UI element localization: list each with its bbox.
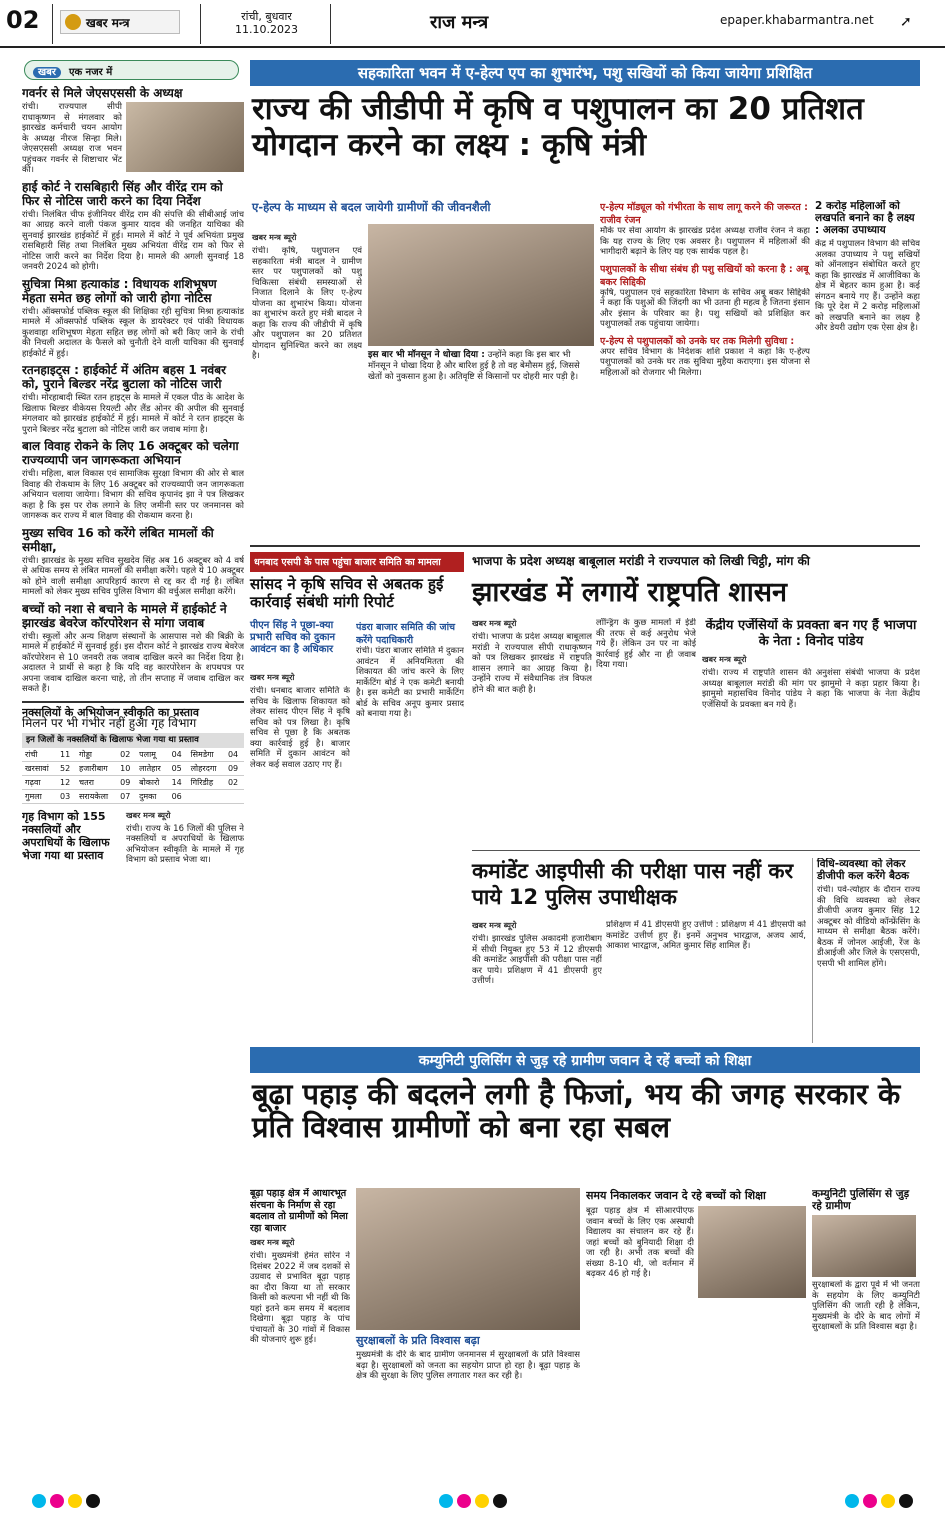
headline: हाई कोर्ट ने रासबिहारी सिंह और वीरेंद्र राम को फिर से नोटिस जारी करने का दिया निर्देश xyxy=(22,179,223,208)
table-cell: बोकारो xyxy=(136,775,168,789)
article-body: लॉन्ड्रिंग के कुछ मामलों में ईडी की तरफ से कई अनुरोध भेजे गये हैं। लेकिन उन पर ना कोई कार्रवाई हुई और ना ही जवाब दिया गया। xyxy=(596,618,696,670)
table-cell: 02 xyxy=(117,748,136,762)
epaper-url[interactable]: epaper.khabarmantra.net xyxy=(720,13,874,27)
subheadline: ए-हेल्प के माध्यम से बदल जायेगी ग्रामीणों की जीवनशैली xyxy=(252,200,491,214)
color-swatch xyxy=(86,1494,100,1508)
children-photo xyxy=(812,1215,916,1277)
side-headline: विधि-व्यवस्था को लेकर डीजीपी कल करेंगे बैठक xyxy=(817,858,910,882)
headline: बाल विवाह रोकने के लिए 16 अक्टूबर को चलेगा राज्यव्यापी जन जागरूकता अभियान xyxy=(22,439,239,467)
article-body: रांची। भाजपा के प्रदेश अध्यक्ष बाबूलाल मरांडी ने राज्यपाल सीपी राधाकृष्णन को पत्र लिखकर झारखंड में राष्ट्रपति शासन लगाने का आग्रह किया है। उन्होंने राज्य में संवैधानिक तंत्र विफल होने की बात कही है। xyxy=(472,632,592,695)
byline: खबर मन्त्र ब्यूरो xyxy=(126,810,171,820)
article-body: बूढ़ा पहाड़ क्षेत्र में सीआरपीएफ जवान बच्चों के लिए एक अस्थायी विद्यालय का संचालन कर रहे हैं। जहां बच्चों को बुनियादी शिक्षा दी जा रही है। अभी तक बच्चों की संख्या 8-10 थी, जो वर्तमान में बढ़कर 46 हो गई है। xyxy=(586,1206,694,1279)
headline: सुचित्रा मिश्रा हत्याकांड : विधायक शशिभूषण मेहता समेत छह लोगों को जारी होगा नोटिस xyxy=(22,276,217,305)
article-body: सुरक्षाबलों के द्वारा पूर्व में भी जनता के सहयोग के लिए कम्युनिटी पुलिसिंग की जाती रही है लेकिन, मुख्यमंत्री के दौरे के बाद लोगों में सुरक्षाबलों के प्रति विश्वास बढ़ा है। xyxy=(812,1280,920,1332)
headline: रतनहाइट्स : हाईकोर्ट में अंतिम बहस 1 नवंबर को, पुराने बिल्डर नरेंद्र बुटाला को नोटिस जारी xyxy=(22,363,226,391)
text-column xyxy=(472,920,602,1040)
headline: कमांडेंट आइपीसी की परीक्षा पास नहीं कर पाये 12 पुलिस उपाधीक्षक xyxy=(472,859,794,909)
table-row xyxy=(22,775,244,789)
article-body: रांची। स्कूलों और अन्य शिक्षण संस्थानों के आसपास नशे की बिक्री के मामले में हाईकोर्ट में सुनवाई हुई। इस दौरान कोर्ट ने झारखंड राज्य बेवरेज कॉरपोरेशन से 10 जनवरी तक जवाब दाखिल करने का निर्देश दिया है। अदालत ने प्रार्थी से कहा है कि यदि वह कारपोरेशन के शपथपत्र पर अपना जवाब दाखिल करना चाहे, तो तीन सप्ताह में जवाब दाखिल कर सकते हैं। xyxy=(22,631,244,694)
table-cell: 11 xyxy=(57,748,76,762)
color-swatch xyxy=(899,1494,913,1508)
article-body: रांची। मुख्यमंत्री हेमंत सोरेन ने दिसंबर 2022 में जब दशकों से उग्रवाद से प्रभावित बूढ़ा पहाड़ का दौरा किया था तो सरकार किसी को कल्पना भी नहीं थी कि यहां इतने कम समय में बदलाव दिखेगा। बूढ़ा पहाड़ के पांच पंचायतों के 30 गांवों में विकास की योजनाएं शुरू हुई। xyxy=(250,1251,350,1345)
table-cell xyxy=(225,789,244,803)
byline: खबर मन्त्र ब्यूरो xyxy=(250,1238,295,1247)
table-cell: सरायकेला xyxy=(76,789,117,803)
color-swatch xyxy=(493,1494,507,1508)
subhead: पंडरा बाजार समिति की जांच करेंगे पदाधिकारी xyxy=(356,622,456,646)
photo-caption-block xyxy=(368,350,594,383)
table-cell: 52 xyxy=(57,761,76,775)
issue-date: 11.10.2023 xyxy=(235,23,298,36)
table-cell: 02 xyxy=(225,775,244,789)
table-cell: गुमला xyxy=(22,789,57,803)
color-swatch-group xyxy=(437,1493,509,1512)
table-cell: 03 xyxy=(57,789,76,803)
byline: खबर मन्त्र ब्यूरो xyxy=(252,233,297,242)
logo-icon xyxy=(65,14,81,30)
color-swatch xyxy=(68,1494,82,1508)
table-cell: चतरा xyxy=(76,775,117,789)
strap: भाजपा के प्रदेश अध्यक्ष बाबूलाल मरांडी ने राज्यपाल को लिखी चिट्ठी, मांग की xyxy=(472,554,810,568)
side-story xyxy=(812,858,920,1043)
city-day: रांची, बुधवार xyxy=(241,10,292,23)
headline: गवर्नर से मिले जेएसएससी के अध्यक्ष xyxy=(22,86,183,100)
table-cell: 09 xyxy=(117,775,136,789)
subhead: ए-हेल्प मॉड्यूल को गंभीरता के साथ लागू करने की जरूरत : राजीव रंजन xyxy=(600,202,808,226)
color-swatch-group xyxy=(843,1493,915,1512)
page-header xyxy=(0,0,945,48)
top-banner: सहकारिता भवन में ए-हेल्प एप का शुभारंभ, पशु सखियों को किया जायेगा प्रशिक्षित xyxy=(250,60,920,86)
caption-head: इस बार भी मॉनसून ने धोखा दिया : xyxy=(368,350,485,360)
article-body: रांची। मोरहाबादी स्थित रतन हाइट्स के मामले में एकल पीठ के आदेश के खिलाफ बिल्डर वीकेयस रियल्टी और लैंड ओनर की अपील की सुनवाई मंगलवार को झारखंड हाईकोर्ट में हुई। मामले में कोर्ट ने रतन हाइट्स के पुराने बिल्डर नरेंद्र बुटाला को नोटिस जारी कर जवाब मांगा है। xyxy=(22,393,244,435)
caption-body: उन्होंने कहा कि इस बार भी मॉनसून ने धोखा दिया है और बारिश हुई है तो वह बेमौसम हुई, जिससे खेतों को नुकसान हुआ है। अतिवृष्टि से किसानों पर दोहरी मार पड़ी है। xyxy=(368,350,580,382)
article-body: केंद्र में पशुपालन विभाग की सचिव अलका उपाध्याय ने पशु सखियों को ऑनलाइन संबोधित करते हुए कहा कि झारखंड में आजीविका के क्षेत्र में बेहतर काम हुआ है। कई संगठन बनाये गए हैं। उन्होंने कहा कि पूरे देश में 2 करोड़ महिलाओं को लखपति बनाने का लक्ष्य है और डेयरी उद्योग एक ऐसा क्षेत्र है। xyxy=(815,239,920,333)
headline: मुख्य सचिव 16 को करेंगे लंबित मामलों की समीक्षा, xyxy=(22,525,214,554)
article-body: रांची। ऑक्सफोर्ड पब्लिक स्कूल की शिक्षिका रही सुचित्रा मिश्रा हत्याकांड मामले में ऑक्सफोर्ड पब्लिक स्कूल के डायरेक्टर एवं पांकी विधायक कुशवाहा शशिभूषण मेहता सहित छह लोगों को बरी किए जाने के रांची की निचली अदालत के फैसले को चुनौती देने वाली याचिका की सुनवाई हाईकोर्ट में हुई। xyxy=(22,306,244,359)
section-title: राज मन्त्र xyxy=(430,12,489,33)
subhead: ए-हेल्प से पशुपालकों को उनके घर तक मिलेगी सुविधा : xyxy=(600,335,795,347)
cursor-icon: ➚ xyxy=(900,14,912,30)
classroom-photo xyxy=(698,1206,806,1298)
color-swatch xyxy=(457,1494,471,1508)
subhead: पशुपालकों के सीधा संबंध ही पशु सखियों को करना है : अबू बकर सिद्दिकी xyxy=(600,263,809,288)
article-body: रांची। झारखंड के मुख्य सचिव सुखदेव सिंह अब 16 अक्टूबर को 4 वर्ष से अधिक समय से लंबित मामलों की समीक्षा करेंगे। पहले ये 10 अक्टूबर को होने वाली समीक्षा आपरिहार्य कारण से रद्द कर दी गई है। लंबित मामलों को लेकर मुख्य सचिव पुलिस विभाग की वर्चुअल समीक्षा करेंगे। xyxy=(22,555,244,597)
table-cell: 10 xyxy=(117,761,136,775)
community-headline: बूढ़ा पहाड़ की बदलने लगी है फिजां, भय की जगह सरकार के प्रति विश्वास ग्रामीणों को बना रहा सबल xyxy=(252,1077,901,1145)
table-cell: रांची xyxy=(22,748,57,762)
byline: खबर मन्त्र ब्यूरो xyxy=(250,673,295,682)
byline: खबर मन्त्र ब्यूरो xyxy=(702,655,747,664)
table-cell: 04 xyxy=(225,748,244,762)
color-swatch-group xyxy=(30,1493,102,1512)
color-swatch xyxy=(845,1494,859,1508)
divider xyxy=(472,850,920,851)
subheadline: मिलने पर भी गंभीर नहीं हुआ गृह विभाग xyxy=(22,715,197,730)
table-cell xyxy=(188,789,225,803)
main-headline: राज्य की जीडीपी में कृषि व पशुपालन का 20 प्रतिशत योगदान करने का लक्ष्य : कृषि मंत्री xyxy=(252,91,864,163)
color-swatch xyxy=(475,1494,489,1508)
text-column xyxy=(600,200,810,540)
table-title: इन जिलों के नक्सलियों के खिलाफ भेजा गया था प्रस्ताव xyxy=(22,733,244,748)
table-row xyxy=(22,761,244,775)
color-swatch xyxy=(50,1494,64,1508)
side-headline: कम्युनिटी पुलिसिंग से जुड़ रहे ग्रामीण xyxy=(812,1188,910,1212)
photo-caption: सुरक्षाबलों के प्रति विश्वास बढ़ा xyxy=(356,1334,480,1347)
side-story xyxy=(815,200,920,540)
publication-logo[interactable] xyxy=(60,10,180,34)
table-cell: 07 xyxy=(117,789,136,803)
article-body: रांची। महिला, बाल विकास एवं सामाजिक सुरक्षा विभाग की ओर से बाल विवाह की रोकथाम के लिए 16 अक्टूबर को राज्यव्यापी जन जागरूकता अभियान चलाया जायेगा। विभाग की सचिव कृपानंद झा ने पत्र लिखकर कहा है कि इस पर रोक लगाने के लिए जमीनी स्तर पर जनमानस को जागरूक कर राज्य में बाल विवाह की रोकथाम करना है। xyxy=(22,469,244,521)
divider xyxy=(200,4,201,44)
text-column xyxy=(356,620,464,1040)
byline: खबर मन्त्र ब्यूरो xyxy=(472,921,517,930)
table-cell: हजारीबाग xyxy=(76,761,117,775)
kicker: पीएन सिंह ने पूछा-क्या प्रभारी सचिव को दुकान आवंटन का है अधिकार xyxy=(250,620,336,655)
article-body: मुख्यमंत्री के दौरे के बाद ग्रामीण जनमानस में सुरक्षाबलों के प्रति विश्वास बढ़ा है। सुरक्षाबलों को जनता का सहयोग प्राप्त हो रहा है। बूढ़ा पहाड़ के क्षेत्र की सुरक्षा के लिए पुलिस लगातार गश्त कर रही है। xyxy=(356,1350,580,1381)
article-body: अपर सचिव विभाग के निदेशक शशि प्रकाश ने कहा कि ए-हेल्प पशुपालकों को उनके घर तक सुविधा मुहैया कराएगा। इस योजना से महिलाओं को रोजगार भी मिलेगा। xyxy=(600,346,810,378)
dateline xyxy=(235,10,298,36)
side-story xyxy=(702,618,920,848)
left-column xyxy=(22,86,244,1481)
headline: नक्सलियों के अभियोजन स्वीकृति का प्रस्ताव xyxy=(22,705,199,719)
table-row xyxy=(22,748,244,762)
badge-khabar: खबर xyxy=(33,67,61,78)
page-number: 02 xyxy=(6,6,40,34)
text-column xyxy=(472,618,592,848)
table-cell: 06 xyxy=(169,789,188,803)
registration-strip xyxy=(0,1488,945,1517)
table-cell: गढ़वा xyxy=(22,775,57,789)
subhead: समय निकालकर जवान दे रहे बच्चों को शिक्षा xyxy=(586,1189,766,1202)
text-column xyxy=(252,232,362,542)
governor-photo xyxy=(126,102,244,172)
article-body: प्रशिक्षण में 41 डीएसपी हुए उत्तीर्ण : प्रशिक्षण में 41 डीएसपी को कमांडेंट उत्तीर्ण हुए हैं। इनमें अनुभव भारद्वाज, अजय आर्य, आकाश भारद्वाज, अमित कुमार सिंह शामिल हैं। xyxy=(606,920,806,951)
strap: धनबाद एसपी के पास पहुंचा बाजार समिति का मामला xyxy=(250,552,464,572)
table-cell: गोड्डा xyxy=(76,748,117,762)
article-body: रांची। पंडरा बाजार समिति में दुकान आवंटन में अनियमितता की शिकायत की जांच करने के लिए मार्केटिंग बोर्ड ने एक कमेटी बनायी है। इस कमेटी का प्रभारी मार्केटिंग बोर्ड के सचिव अनूप कुमार प्रसाद को बनाया गया है। xyxy=(356,646,464,719)
color-swatch xyxy=(32,1494,46,1508)
table-cell: खरसावां xyxy=(22,761,57,775)
side-headline: केंद्रीय एजेंसियों के प्रवक्ता बन गए हैं भाजपा के नेता : विनोद पांडेय xyxy=(705,618,917,649)
article-body: रांची। राज्य के 16 जिलों की पुलिस ने नक्सलियों व अपराधियों के खिलाफ अभियोजन स्वीकृति के मामले में गृह विभाग को प्रस्ताव भेजा था। xyxy=(126,823,244,865)
kicker: बूढ़ा पहाड़ क्षेत्र में आधारभूत संरचना के निर्माण से रहा बदलाव तो ग्रामीणों को मिला रहा बाजार xyxy=(250,1188,348,1234)
headline: बच्चों को नशा से बचाने के मामले में हाईकोर्ट ने झारखंड बेवरेज कॉरपोरेशन से मांगा जवाब xyxy=(22,601,227,630)
event-photo xyxy=(368,224,594,346)
table-cell: 14 xyxy=(169,775,188,789)
text-column xyxy=(586,1188,806,1480)
district-table xyxy=(22,748,244,804)
divider xyxy=(52,4,53,44)
headline: सांसद ने कृषि सचिव से अबतक हुई कार्रवाई संबंधी मांगी रिपोर्ट xyxy=(250,575,444,611)
table-cell: 12 xyxy=(57,775,76,789)
color-swatch xyxy=(439,1494,453,1508)
article-body: रांची। झारखंड पुलिस अकादमी हजारीबाग में सीधी नियुक्त हुए 53 में 12 डीएसपी की कमांडेंट आइपीसी की परीक्षा पास नहीं कर पाये। प्रशिक्षण में 41 डीएसपी हुए उत्तीर्ण। xyxy=(472,934,602,986)
divider xyxy=(250,545,920,547)
article-body: रांची। धनबाद बाजार समिति के सचिव के खिलाफ शिकायत को लेकर सांसद पीएन सिंह ने कृषि सचिव को पत्र लिखा है। कृषि सचिव से पूछा है कि अबतक क्या कार्रवाई हुई है। बाजार समिति में दुकान आवंटन को लेकर कई सवाल उठाए गए हैं। xyxy=(250,686,350,770)
side-headline: 2 करोड़ महिलाओं को लखपति बनाने का है लक्ष्य : अलका उपाध्याय xyxy=(815,200,915,236)
headline: झारखंड में लगायें राष्ट्रपति शासन xyxy=(472,577,787,608)
article-body: रांची। राज्य में राष्ट्रपति शासन की अनुशंसा संबंधी भाजपा के प्रदेश अध्यक्ष बाबूलाल मरांडी की मांग पर झामुमो ने कड़ा प्रहार किया है। झामुमो महासचिव विनोद पांडेय ने कहा कि भाजपा के नेता केंद्रीय एजेंसियों के प्रवक्ता बन गये हैं। xyxy=(702,668,920,710)
table-cell: 05 xyxy=(169,761,188,775)
side-story xyxy=(812,1188,920,1480)
community-banner: कम्युनिटी पुलिसिंग से जुड़ रहे ग्रामीण जवान दे रहें बच्चों को शिक्षा xyxy=(250,1047,920,1073)
article-body: कृषि, पशुपालन एवं सहकारिता विभाग के सचिव अबू बकर सिद्दिकी ने कहा कि पशुओं की जिंदगी का भी उतना ही महत्व है जितना इंसान और इंसान के परिवार का है। पशु सखियों को प्रशिक्षित कर पशुपालकों तक पहुंचाया जायेगा। xyxy=(600,287,810,329)
color-swatch xyxy=(881,1494,895,1508)
badge-ek: एक नजर में xyxy=(68,67,113,78)
table-cell: लातेहार xyxy=(136,761,168,775)
table-cell: लोहरदगा xyxy=(188,761,225,775)
logo-text: खबर मन्त्र xyxy=(86,15,130,30)
byline: खबर मन्त्र ब्यूरो xyxy=(472,619,517,628)
article-body: रांची। कृषि, पशुपालन एवं सहकारिता मंत्री बादल ने ग्रामीण स्तर पर पशुपालकों को पशु चिकित्सा संबंधी समस्याओं से निजात दिलाने के लिए ए-हेल्प योजना का शुभारंभ किया। योजना का शुभारंभ करते हुए मंत्री बादल ने कहा कि राज्य की जीडीपी में कृषि और पशुपालन का 20 प्रतिशत योगदान सुनिश्चित करने का लक्ष्य है। xyxy=(252,246,362,361)
color-swatch xyxy=(863,1494,877,1508)
table-cell: पलामू xyxy=(136,748,168,762)
table-cell: 09 xyxy=(225,761,244,775)
divider xyxy=(330,4,331,44)
text-column xyxy=(250,672,350,1042)
table-row xyxy=(22,789,244,803)
table-cell: 04 xyxy=(169,748,188,762)
article-body: रांची। निलंबित चीफ इंजीनियर वीरेंद्र राम की संपत्ति की सीबीआई जांच का आग्रह करने वाली पंकज कुमार यादव की जनहित याचिका की सुनवाई झारखंड हाईकोर्ट में हुई। मामले में कोर्ट ने पूर्व अभियंता प्रमुख रासबिहारी सिंह तथा निलंबित मुख्य अभियंता वीरेंद्र राम को फिर से नोटिस जारी करने का निर्देश दिया है। मामले की अगली सुनवाई 18 जनवरी 2024 को होगी। xyxy=(22,209,244,272)
article-body: रांची। पर्व-त्योहार के दौरान राज्य की विधि व्यवस्था को लेकर डीजीपी अजय कुमार सिंह 12 अक्टूबर को वीडियो कॉन्फ्रेंसिंग के माध्यम से समीक्षा बैठक करेंगे। बैठक में जोनल आईजी, रेंज के डीआईजी और जिले के एसएसपी, एसपी भी शामिल होंगे। xyxy=(817,885,920,969)
table-cell: दुमका xyxy=(136,789,168,803)
table-cell: सिमडेगा xyxy=(188,748,225,762)
ek-nazar-badge xyxy=(24,60,239,80)
text-column xyxy=(250,1188,350,1480)
article-body: रांची। राज्यपाल सीपी राधाकृष्णन से मंगलवार को झारखंड कर्मचारी चयन आयोग के अध्यक्ष नीरज सिन्हा मिले। जेएसएससी अध्यक्ष राज भवन पहुंचकर गवर्नर से शिष्टाचार भेंट की। xyxy=(22,102,122,175)
villagers-photo xyxy=(356,1188,580,1330)
callout-box: गृह विभाग को 155 नक्सलियों और अपराधियों के खिलाफ भेजा गया था प्रस्ताव xyxy=(22,809,110,862)
table-cell: गिरिडीह xyxy=(188,775,225,789)
article-body: मौके पर सेवा आयोग के झारखंड प्रदेश अध्यक्ष राजीव रंजन ने कहा कि यह राज्य के लिए एक अवसर है। पशुपालन में महिलाओं की भागीदारी बढ़ाने के लिए यह एक सार्थक पहल है। xyxy=(600,226,810,257)
